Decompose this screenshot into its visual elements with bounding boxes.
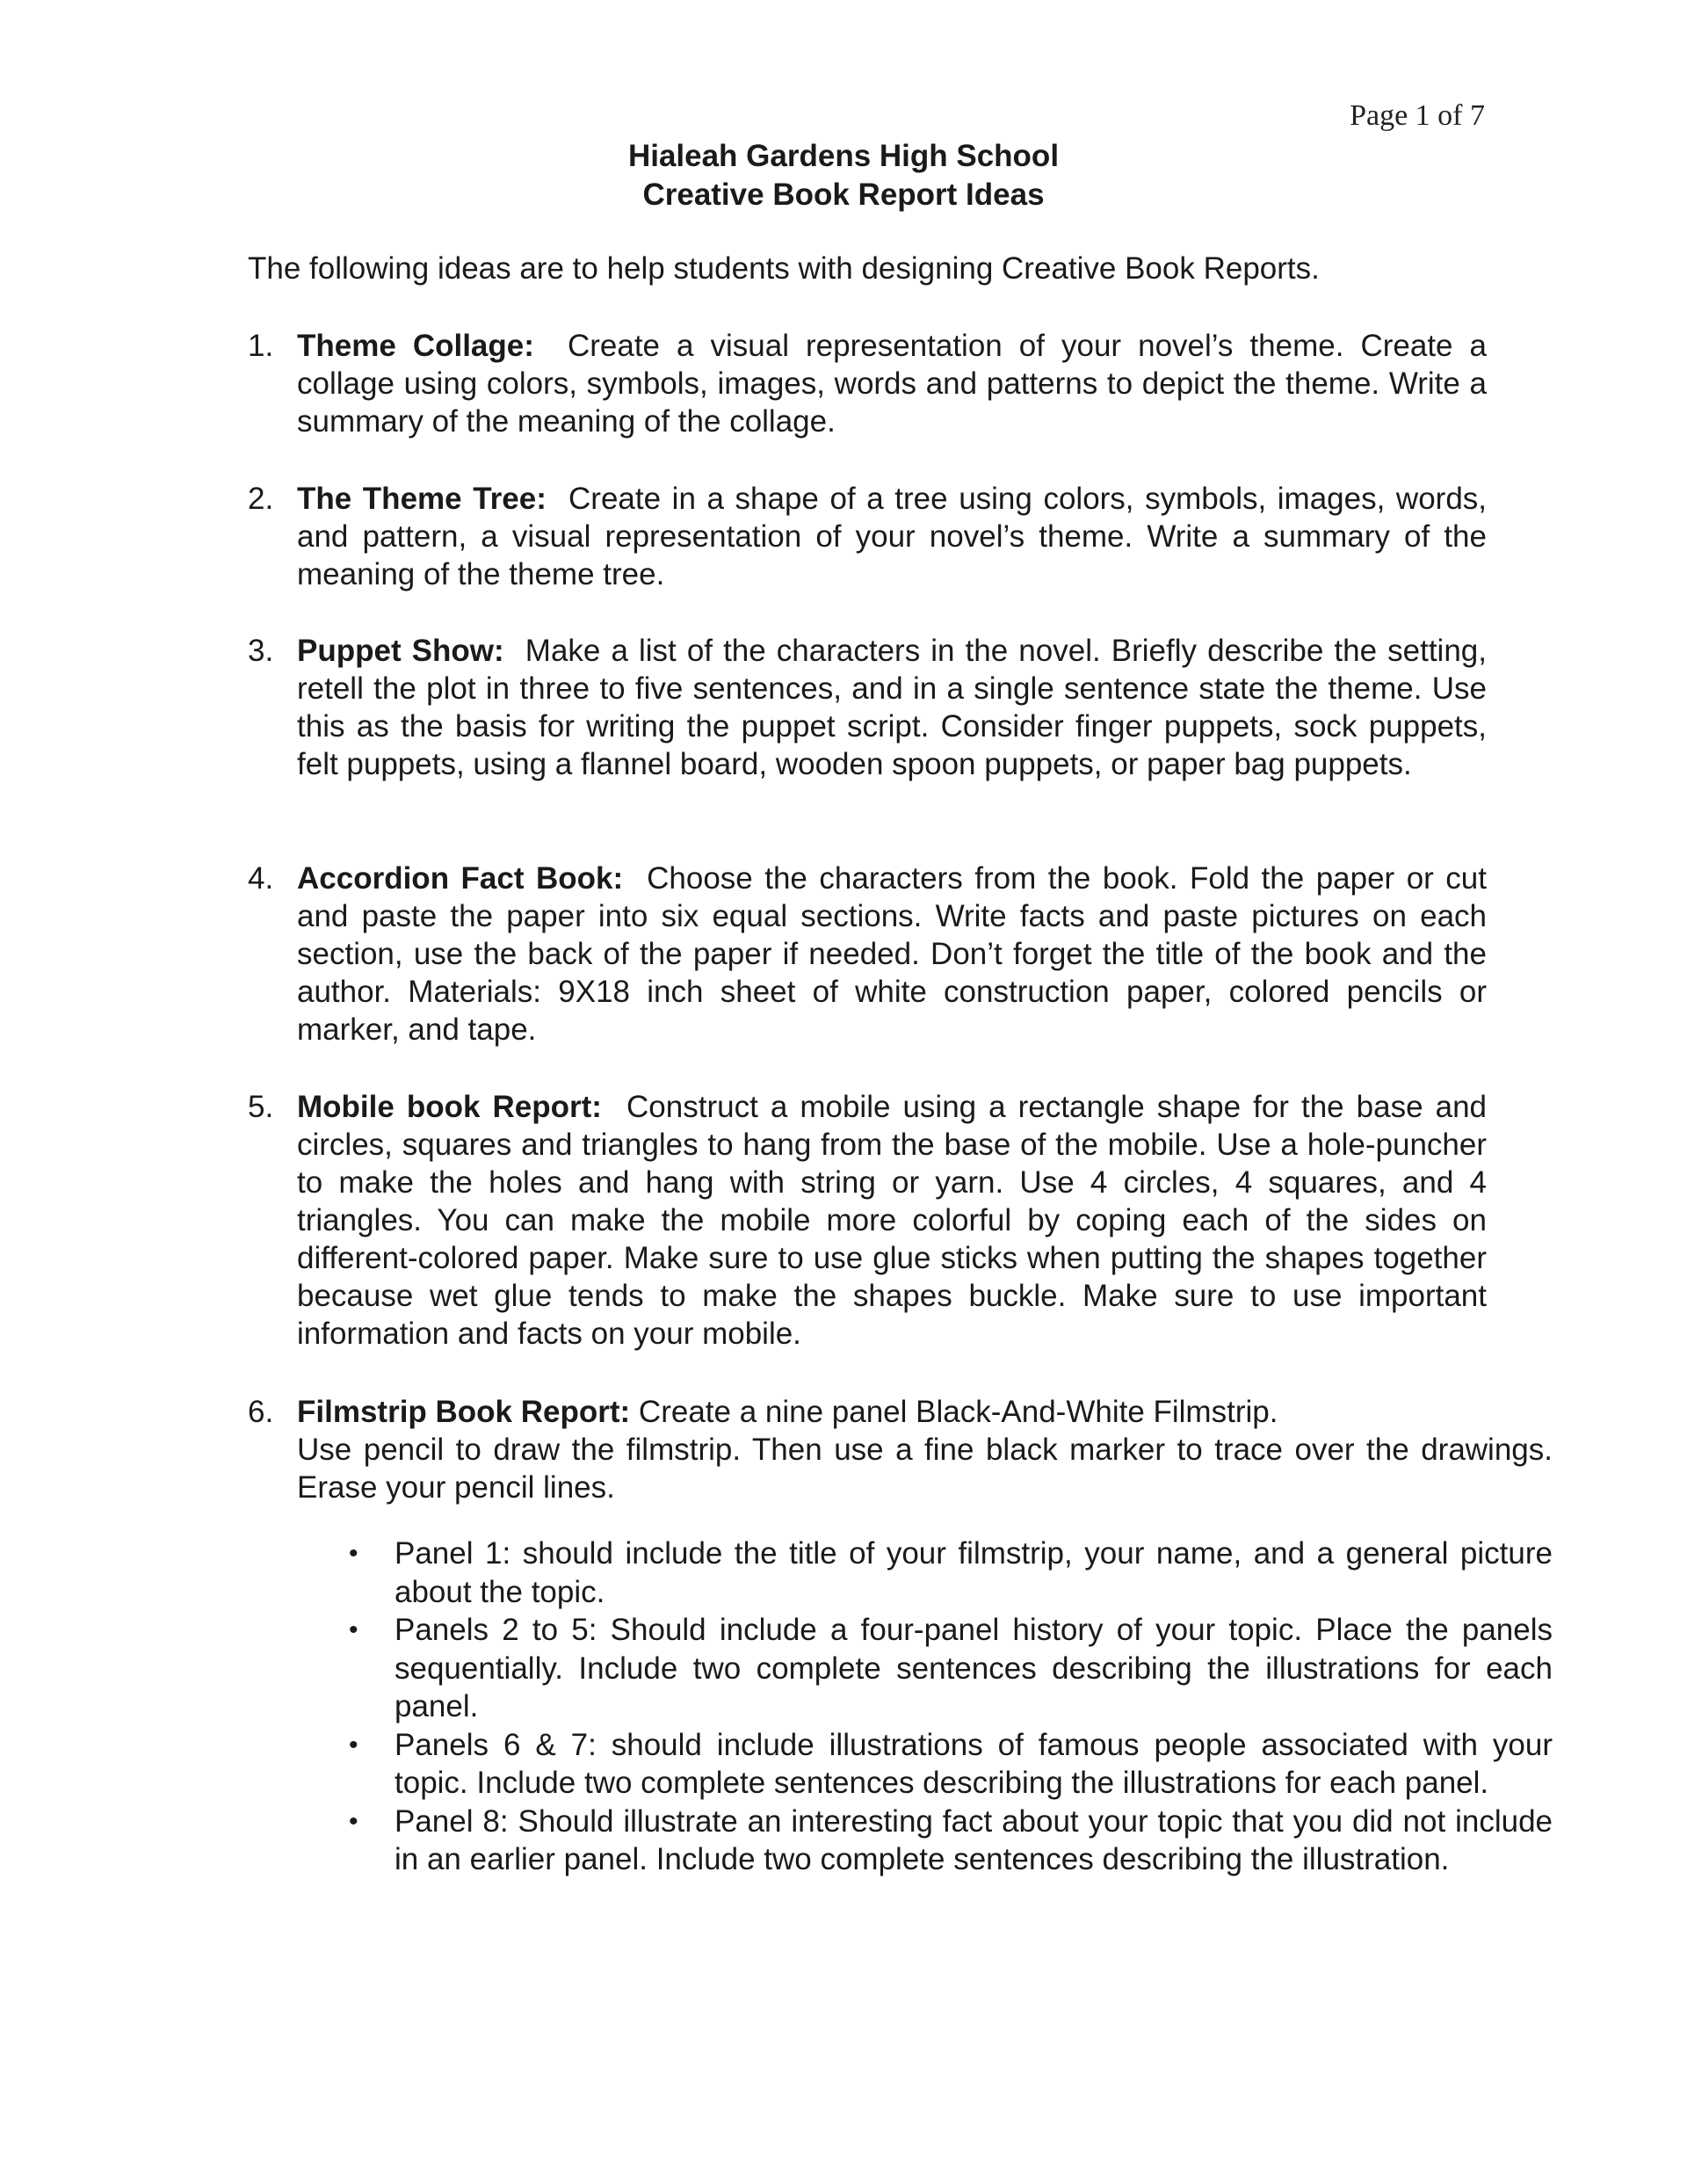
list-item-accordion-fact-book — [248, 860, 1487, 1048]
list-item-theme-tree — [248, 480, 1487, 593]
list-item-text: Choose the characters from the book. Fold the paper or cut and paste the paper into six equal sections. Write facts and paste pictures on each section, use the back of the paper if needed. Don’t forget the title of the book and the author. Materials: 9X18 inch sheet of white construction paper, colored pencils or marker, and tape. — [297, 861, 1487, 1047]
list-item-number: 2. — [248, 482, 274, 516]
bullet-text: Panels 6 & 7: should include illustrations of famous people associated with your topic. Include two complete sentences describing the illustrations for each panel. — [395, 1727, 1553, 1800]
document-subtitle: Creative Book Report Ideas — [642, 178, 1045, 212]
bullet-icon: • — [349, 1730, 358, 1760]
list-item-number: 4. — [248, 861, 274, 896]
list-item-text: Create a nine panel Black-And-White Filmstrip. — [638, 1395, 1278, 1429]
list-item-mobile-book-report — [248, 1088, 1487, 1353]
bullet-text: Panel 1: should include the title of your filmstrip, your name, and a general picture about the topic. — [395, 1536, 1553, 1609]
list-item-number: 5. — [248, 1090, 274, 1124]
bullet-item — [347, 1535, 1553, 1611]
filmstrip-panel-list — [347, 1535, 1553, 1879]
bullet-text: Panel 8: Should illustrate an interesting fact about your topic that you did not include in an earlier panel. Include two complete sentences describing the illustration. — [395, 1803, 1553, 1876]
list-item-text: Make a list of the characters in the novel. Briefly describe the setting, retell the plot in three to five sentences, and in a single sentence state the theme. Use this as the basis for writing the puppet script. Consider finger puppets, sock puppets, felt puppets, using a flannel board, wooden spoon puppets, or paper bag puppets. — [297, 634, 1487, 781]
list-item-text: Create a visual representation of your novel’s theme. Create a collage using colors, symbols, images, words and patterns to depict the theme. Write a summary of the meaning of the collage. — [297, 329, 1487, 439]
list-item-term: Filmstrip Book Report: — [297, 1395, 631, 1429]
list-item-term: Accordion Fact Book: — [297, 861, 624, 896]
bullet-text: Panels 2 to 5: Should include a four-panel history of your topic. Place the panels sequentially. Include two complete sentences describing the illustrations for each panel. — [395, 1613, 1553, 1723]
intro-paragraph: The following ideas are to help students with designing Creative Book Reports. — [248, 251, 1320, 286]
list-item-filmstrip-book-report — [248, 1393, 1553, 1506]
list-item-term: Mobile book Report: — [297, 1090, 602, 1124]
bullet-icon: • — [349, 1539, 358, 1568]
list-item-number: 3. — [248, 634, 274, 668]
list-item-puppet-show — [248, 632, 1487, 783]
list-item-text-continued: Use pencil to draw the filmstrip. Then use a fine black marker to trace over the drawings. Erase your pencil lines. — [297, 1433, 1553, 1505]
document-title — [492, 137, 1195, 214]
bullet-item — [347, 1803, 1553, 1879]
list-item-number: 1. — [248, 329, 274, 363]
list-item-theme-collage — [248, 327, 1487, 440]
list-item-number: 6. — [248, 1395, 274, 1429]
bullet-item — [347, 1611, 1553, 1726]
bullet-icon: • — [349, 1615, 358, 1644]
list-item-term: The Theme Tree: — [297, 482, 547, 516]
bullet-item — [347, 1726, 1553, 1803]
page-number: Page 1 of 7 — [1350, 99, 1485, 132]
list-item-term: Puppet Show: — [297, 634, 504, 668]
school-name: Hialeah Gardens High School — [627, 139, 1060, 173]
bullet-icon: • — [349, 1806, 358, 1836]
list-item-text: Construct a mobile using a rectangle shape for the base and circles, squares and triangles to hang from the base of the mobile. Use a hole-puncher to make the holes and hang with string or yarn. Use 4 circles, 4 squares, and 4 triangles. You can make the mobile more colorful by coping each of the sides on different-colored paper. Make sure to use glue sticks when putting the shapes together because wet glue tends to make the shapes buckle. Make sure to use important information and facts on your mobile. — [297, 1090, 1487, 1351]
list-item-text: Create in a shape of a tree using colors, symbols, images, words, and pattern, a visual representation of your novel’s theme. Write a summary of the meaning of the theme tree. — [297, 482, 1488, 591]
list-item-term: Theme Collage: — [297, 329, 534, 363]
